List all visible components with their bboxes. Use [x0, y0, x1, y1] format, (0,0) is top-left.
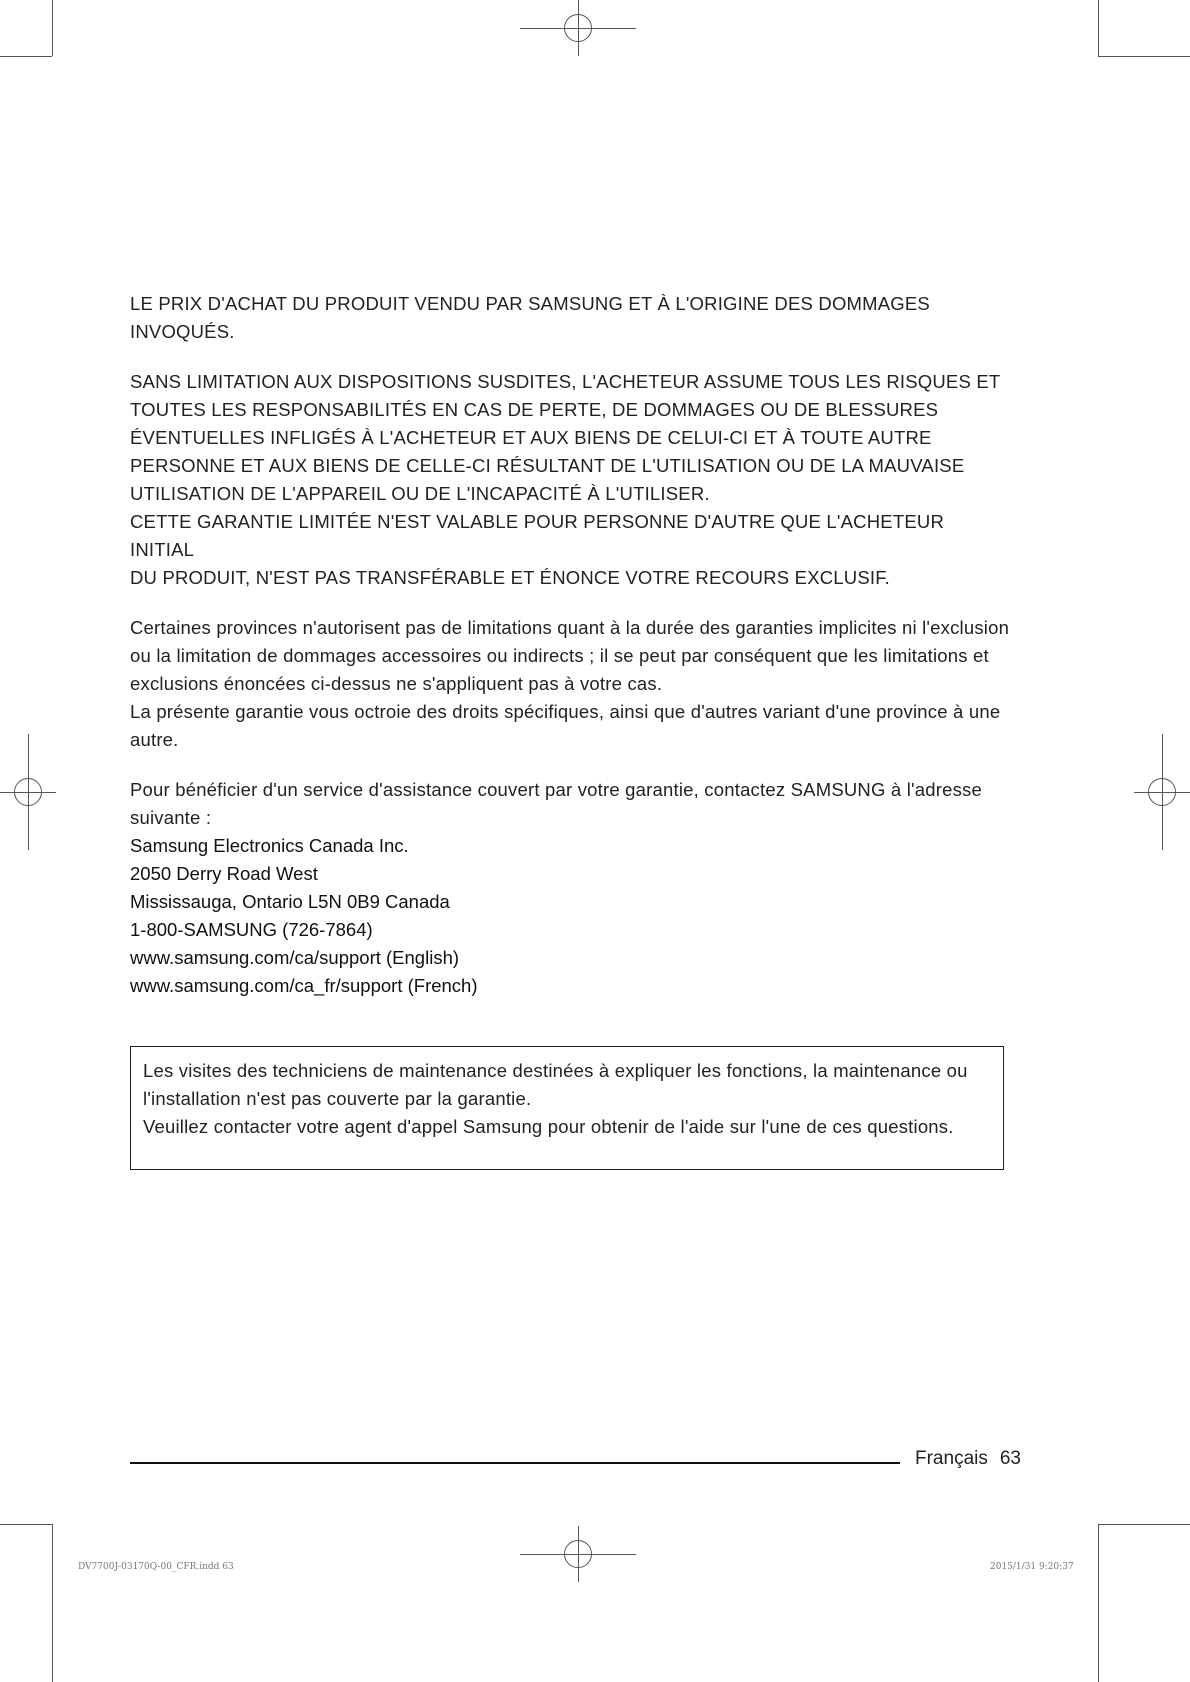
support-link-french[interactable]: www.samsung.com/ca_fr/support (French): [130, 975, 478, 996]
rights-paragraph: La présente garantie vous octroie des droits spécifiques, ainsi que d'autres variant d'une province à une autre.: [130, 701, 1001, 750]
print-slug-timestamp: 2015/1/31 9:20:37: [990, 1562, 1074, 1572]
provinces-paragraph: Certaines provinces n'autorisent pas de limitations quant à la durée des garanties implicites ni l'exclusion ou la limitation de dommages accessoires ou indirects ; il se peut par conséquent que les limitations et exclusions énoncées ci-dessus ne s'appliquent pas à votre cas.: [130, 617, 1010, 694]
page-number: 63: [999, 1448, 1021, 1469]
footer-rule: [130, 1462, 900, 1464]
address-street: 2050 Derry Road West: [130, 863, 318, 884]
exclusive-remedy-paragraph: DU PRODUIT, N'EST PAS TRANSFÉRABLE ET ÉNONCE VOTRE RECOURS EXCLUSIF.: [130, 567, 891, 588]
warranty-limit-paragraph: LE PRIX D'ACHAT DU PRODUIT VENDU PAR SAMSUNG ET À L'ORIGINE DES DOMMAGES INVOQUÉS.: [130, 293, 930, 342]
support-link-english[interactable]: www.samsung.com/ca/support (English): [130, 947, 460, 968]
footer-language: Français: [915, 1448, 988, 1469]
address-phone: 1-800-SAMSUNG (726-7864): [130, 919, 373, 940]
liability-paragraph: SANS LIMITATION AUX DISPOSITIONS SUSDITES, L'ACHETEUR ASSUME TOUS LES RISQUES ET TOUTES LES RESPONSABILITÉS EN CAS DE PERTE, DE DOMMAGES OU DE BLESSURES ÉVENTUELLES INFLIGÉS À L'ACHETEUR ET AUX BIENS DE CELUI-CI ET À TOUTE AUTRE PERSONNE ET AUX BIENS DE CELLE-CI RÉSULTANT DE L'UTILISATION OU DE LA MAUVAISE UTILISATION DE L'APPAREIL OU DE L'INCAPACITÉ À L'UTILISER.: [130, 371, 1001, 504]
print-slug-file: DV7700J-03170Q-00_CFR.indd 63: [78, 1562, 234, 1572]
note-text-contact: Veuillez contacter votre agent d'appel Samsung pour obtenir de l'aide sur l'une de ces questions.: [143, 1116, 954, 1137]
note-text-technicians: Les visites des techniciens de maintenance destinées à expliquer les fonctions, la maintenance ou l'installation n'est pas couverte par la garantie.: [143, 1060, 968, 1109]
contact-intro: Pour bénéficier d'un service d'assistance couvert par votre garantie, contactez SAMSUNG à l'adresse suivante :: [130, 779, 982, 828]
note-box: [130, 1046, 1004, 1170]
address-company: Samsung Electronics Canada Inc.: [130, 835, 409, 856]
initial-buyer-paragraph: CETTE GARANTIE LIMITÉE N'EST VALABLE POUR PERSONNE D'AUTRE QUE L'ACHETEUR INITIAL: [130, 511, 945, 560]
address-city: Mississauga, Ontario L5N 0B9 Canada: [130, 891, 450, 912]
page-footer: [915, 1448, 1021, 1470]
document-body: [130, 290, 1010, 1000]
